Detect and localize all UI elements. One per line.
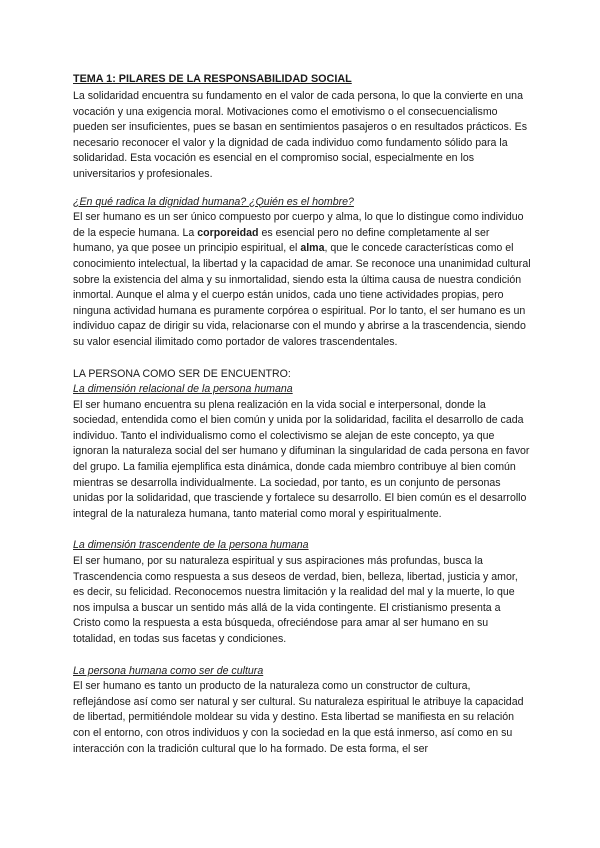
document-title: TEMA 1: PILARES DE LA RESPONSABILIDAD SOCIAL	[73, 73, 352, 85]
dignity-text-1: El ser humano es un ser único compuesto por cuerpo y alma, lo que lo distingue como individuo de la especie humana. La	[73, 211, 524, 239]
corporeidad-term: corporeidad	[197, 226, 259, 239]
dignity-question-heading: ¿En qué radica la dignidad humana? ¿Quién es el hombre?	[73, 195, 354, 208]
dignity-text-3: , que le concede características como el conocimiento intelectual, la libertad y la capacidad de amar. Se reconoce una unanimidad cultural sobre la existencia del alma y su inmortalidad, siendo esta la última causa de nuestra condición inmortal. Aunque el alma y el cuerpo están unidos, cada uno tiene actividades propias, pero ninguna actividad humana es puramente corpórea o espiritual. Por lo tanto, el ser humano es un individuo capaz de dirigir su vida, relacionarse con el mundo y abrirse a la trascendencia, siendo su valor esencial ilimitado como portador de valores trascendentales.	[73, 242, 531, 348]
spacer	[73, 183, 531, 195]
dignity-text-2: es esencial pero no define completamente al ser humano, ya que posee un principio espiritual, el	[73, 226, 490, 255]
transcendent-heading: La dimensión trascendente de la persona humana	[73, 539, 309, 552]
relational-heading: La dimensión relacional de la persona humana	[73, 383, 293, 396]
alma-term: alma	[300, 242, 325, 255]
section-label-encuentro: LA PERSONA COMO SER DE ENCUENTRO:	[73, 367, 291, 380]
culture-paragraph: El ser humano es tanto un producto de la naturaleza como un constructor de cultura, reflejándose así como ser natural y ser cultural. Su naturaleza espiritual le atribuye la capacidad de libertad, permitiéndole moldear su vida y destino. Esta libertad se manifiesta en su relación con el entorno, con otros individuos y con la sociedad en la que está inmerso, así como en su interacción con la tradición cultural que lo ha formado. De esta forma, el ser	[73, 680, 524, 755]
culture-heading: La persona humana como ser de cultura	[73, 664, 264, 677]
spacer	[73, 522, 531, 538]
dignity-paragraph	[73, 210, 531, 350]
spacer	[73, 351, 531, 367]
document-page	[73, 72, 531, 757]
transcendent-paragraph: El ser humano, por su naturaleza espiritual y sus aspiraciones más profundas, busca la Trascendencia como respuesta a sus deseos de verdad, bien, belleza, libertad, justicia y amor, es decir, su felicidad. Reconocemos nuestra limitación y la realidad del mal y la muerte, lo que nos impulsa a buscar un sentido más allá de la vida contingente. El cristianismo presenta a Cristo como la respuesta a esta búsqueda, ofreciéndose para amar al ser humano en su totalidad, en todas sus facetas y condiciones.	[73, 555, 518, 645]
relational-paragraph: El ser humano encuentra su plena realización en la vida social e interpersonal, donde la sociedad, entendida como el bien común y unida por la solidaridad, facilita el desarrollo de cada individuo. Tanto el individualismo como el colectivismo se alejan de este concepto, ya que ignoran la naturaleza social del ser humano y difuminan la singularidad de cada persona en favor del grupo. La familia ejemplifica esta dinámica, donde cada miembro contribuye al bien común mientras se desarrolla individualmente. La sociedad, por tanto, es un conjunto de personas unidas por la solidaridad, que trasciende y fortalece su desarrollo. El bien común es el desarrollo integral de la naturaleza humana, tanto material como moral y espiritualmente.	[73, 398, 530, 520]
intro-paragraph: La solidaridad encuentra su fundamento en el valor de cada persona, lo que la convierte en una vocación y una exigencia moral. Motivaciones como el emotivismo o el consecuencialismo pueden ser insuficientes, pues se basan en sentimientos pasajeros o en resultados prácticos. Es necesario reconocer el valor y la dignidad de cada individuo como fundamento sólido para la solidaridad. Esta vocación es esencial en el compromiso social, especialmente en los universitarios y profesionales.	[73, 90, 528, 180]
spacer	[73, 648, 531, 664]
